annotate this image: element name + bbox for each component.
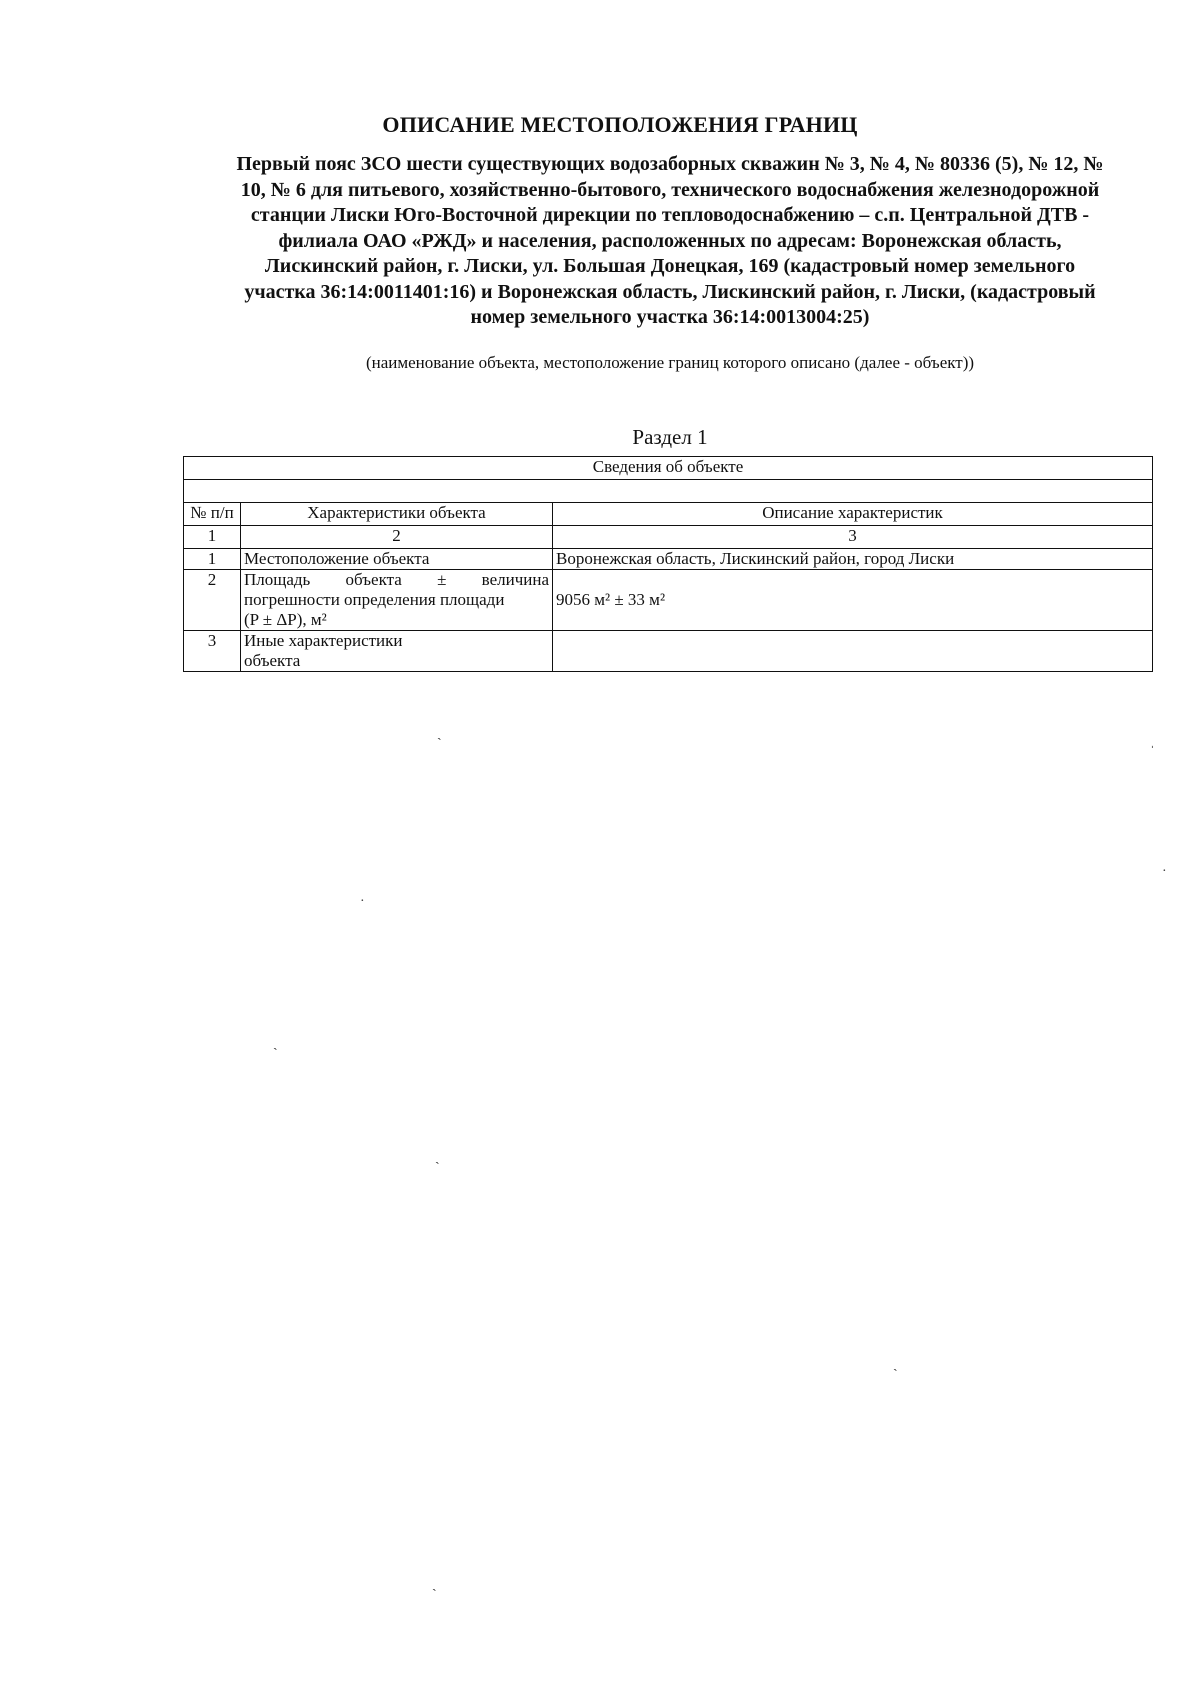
row-number: 3 — [184, 631, 241, 672]
scan-speck: ˎ — [437, 726, 442, 741]
column-number: 3 — [553, 526, 1153, 549]
row-characteristic-line: объекта — [244, 651, 301, 670]
object-line: участка 36:14:0011401:16) и Воронежская область, Лискинский район, г. Лиски, (кадастровый — [244, 280, 1096, 303]
object-description — [180, 152, 1160, 331]
object-line: номер земельного участка 36:14:0013004:25) — [470, 306, 870, 328]
table-heading-row — [184, 457, 1153, 480]
object-line: станции Лиски Юго-Восточной дирекции по тепловодоснабжению – с.п. Центральной ДТВ - — [250, 204, 1090, 226]
scan-speck: · — [360, 894, 365, 909]
scan-speck: ˌ — [1150, 734, 1155, 749]
column-header-characteristic: Характеристики объекта — [241, 503, 553, 526]
row-number: 1 — [184, 549, 241, 570]
object-info-table — [183, 456, 1153, 672]
object-line: филиала ОАО «РЖД» и населения, расположенных по адресам: Воронежская область, — [278, 229, 1062, 252]
table-header-row — [184, 503, 1153, 526]
column-header-number: № п/п — [184, 503, 241, 526]
object-line: Первый пояс ЗСО шести существующих водозаборных скважин № 3, № 4, № 80336 (5), № 12, № — [236, 153, 1104, 175]
column-header-description: Описание характеристик — [553, 503, 1153, 526]
row-characteristic: Местоположение объекта — [241, 549, 553, 570]
row-characteristic-line: Иные характеристики — [244, 631, 403, 650]
scan-speck: · — [1162, 864, 1167, 879]
object-caption: (наименование объекта, местоположение границ которого описано (далее - объект)) — [365, 353, 975, 372]
object-line: Лискинский район, г. Лиски, ул. Большая Донецкая, 169 (кадастровый номер земельного — [264, 255, 1076, 277]
table-heading: Сведения об объекте — [184, 457, 1153, 480]
row-characteristic-line: Площадь объекта ± величина — [244, 570, 549, 589]
table-spacer-row — [184, 480, 1153, 503]
scan-speck: ˏ — [893, 1357, 898, 1372]
row-value — [553, 631, 1153, 672]
scan-speck: ˏ — [273, 1036, 278, 1051]
row-value: 9056 м² ± 33 м² — [553, 570, 1153, 631]
table-row — [184, 549, 1153, 570]
scan-speck: ˎ — [432, 1577, 437, 1592]
table-row — [184, 570, 1153, 631]
row-characteristic-line: погрешности определения площади — [244, 590, 505, 609]
column-number: 1 — [184, 526, 241, 549]
scan-speck: ˎ — [435, 1150, 440, 1165]
row-characteristic-line: (P ± ΔP), м² — [244, 610, 327, 629]
column-number: 2 — [241, 526, 553, 549]
table-column-numbers-row — [184, 526, 1153, 549]
table-row — [184, 631, 1153, 672]
document-title: ОПИСАНИЕ МЕСТОПОЛОЖЕНИЯ ГРАНИЦ — [382, 112, 858, 137]
row-characteristic — [241, 570, 553, 631]
object-line: 10, № 6 для питьевого, хозяйственно-бытового, технического водоснабжения железнодорожной — [240, 178, 1100, 201]
row-number: 2 — [184, 570, 241, 631]
table-spacer-cell — [184, 480, 1153, 503]
row-characteristic — [241, 631, 553, 672]
section-title: Раздел 1 — [632, 425, 708, 449]
row-value: Воронежская область, Лискинский район, город Лиски — [553, 549, 1153, 570]
